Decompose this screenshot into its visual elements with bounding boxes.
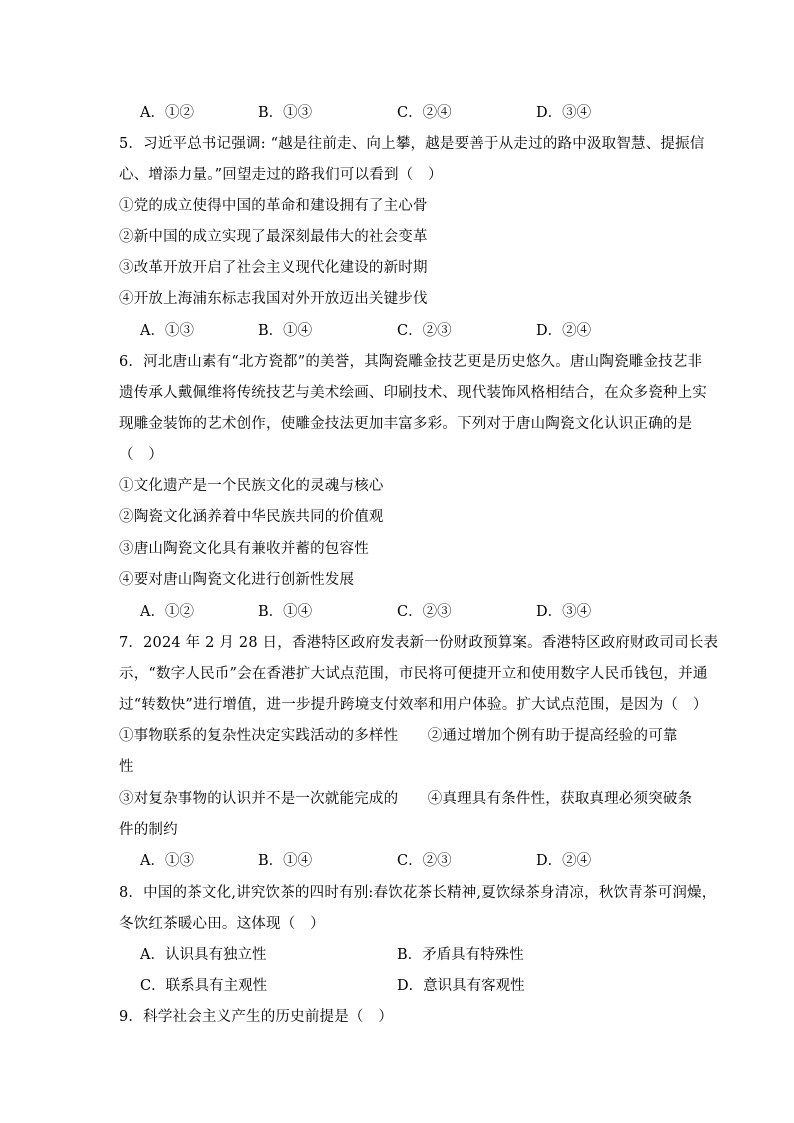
q8-option-a: A．认识具有独立性 <box>140 947 267 963</box>
q5-option-c: C．②③ <box>397 323 452 339</box>
q5-option-b: B．①④ <box>258 323 313 339</box>
q5-option-d: D．②④ <box>536 323 592 339</box>
q6-stem-line: 遗传承人戴佩维将传统技艺与美术绘画、印刷技术、现代装饰风格相结合，在众多瓷种上实 <box>119 385 707 401</box>
q6-item: ①文化遗产是一个民族文化的灵魂与核心 <box>119 478 384 494</box>
q6-option-c: C．②③ <box>397 604 452 620</box>
q5-item: ②新中国的成立实现了最深刻最伟大的社会变革 <box>119 229 428 245</box>
q6-item: ③唐山陶瓷文化具有兼收并蓄的包容性 <box>119 541 369 557</box>
q6-item: ④要对唐山陶瓷文化进行创新性发展 <box>119 572 355 588</box>
q6-stem-line: 6．河北唐山素有“北方瓷都”的美誉，其陶瓷雕金技艺更是历史悠久。唐山陶瓷雕金技艺非 <box>119 354 703 370</box>
q5-stem-line: 5．习近平总书记强调: “越是往前走、向上攀，越是要善于从走过的路中汲取智慧、提振信 <box>119 136 705 152</box>
q7-option-a: A．①③ <box>140 853 194 869</box>
q7-item: 件的制约 <box>119 822 178 838</box>
q6-option-b: B．①④ <box>258 604 313 620</box>
q8-option-d: D．意识具有客观性 <box>397 978 525 994</box>
q4-option-a: A．①② <box>140 105 194 121</box>
q6-item: ②陶瓷文化涵养着中华民族共同的价值观 <box>119 509 384 525</box>
q8-stem-line: 8．中国的茶文化,讲究饮茶的四时有别:春饮花茶长精神,夏饮绿茶身清凉，秋饮青茶可润燥， <box>119 885 717 901</box>
q4-option-c: C．②④ <box>397 105 452 121</box>
q9-stem-line: 9．科学社会主义产生的历史前提是（ ） <box>119 1009 394 1025</box>
q6-option-a: A．①② <box>140 604 194 620</box>
q5-option-a: A．①③ <box>140 323 194 339</box>
q5-item: ③改革开放开启了社会主义现代化建设的新时期 <box>119 260 428 276</box>
q6-stem-line: 现雕金装饰的艺术创作，使雕金技法更加丰富多彩。下列对于唐山陶瓷文化认识正确的是 <box>119 416 693 432</box>
q5-item: ④开放上海浦东标志我国对外开放迈出关键步伐 <box>119 291 428 307</box>
q7-item: ①事物联系的复杂性决定实践活动的多样性 ②通过增加个例有助于提高经验的可靠 <box>119 728 678 744</box>
q4-option-d: D．③④ <box>536 105 592 121</box>
q7-stem-line: 过“转数快”进行增值，进一步提升跨境支付效率和用户体验。扩大试点范围，是因为（ ） <box>119 697 708 713</box>
q6-stem-line: （ ） <box>119 447 164 463</box>
q7-option-d: D．②④ <box>536 853 592 869</box>
q5-stem-line: 心、增添力量。”回望走过的路我们可以看到（ ） <box>119 167 443 183</box>
q7-item: ③对复杂事物的认识并不是一次就能完成的 ④真理具有条件性，获取真理必须突破条 <box>119 791 693 807</box>
q6-option-d: D．③④ <box>536 604 592 620</box>
q7-option-c: C．②③ <box>397 853 452 869</box>
q8-option-b: B．矛盾具有特殊性 <box>397 947 524 963</box>
q7-item: 性 <box>119 759 134 775</box>
q7-option-b: B．①④ <box>258 853 313 869</box>
q8-option-c: C．联系具有主观性 <box>140 978 268 994</box>
q7-stem-line: 示，“数字人民币”会在香港扩大试点范围，市民将可便捷开立和使用数字人民币钱包，并通 <box>119 666 708 682</box>
q7-stem-line: 7．2024 年 2 月 28 日，香港特区政府发表新一份财政预算案。香港特区政府财政司司长表 <box>119 635 719 651</box>
q4-option-b: B．①③ <box>258 105 313 121</box>
q5-item: ①党的成立使得中国的革命和建设拥有了主心骨 <box>119 198 428 214</box>
q8-stem-line: 冬饮红茶暖心田。这体现（ ） <box>119 916 325 932</box>
